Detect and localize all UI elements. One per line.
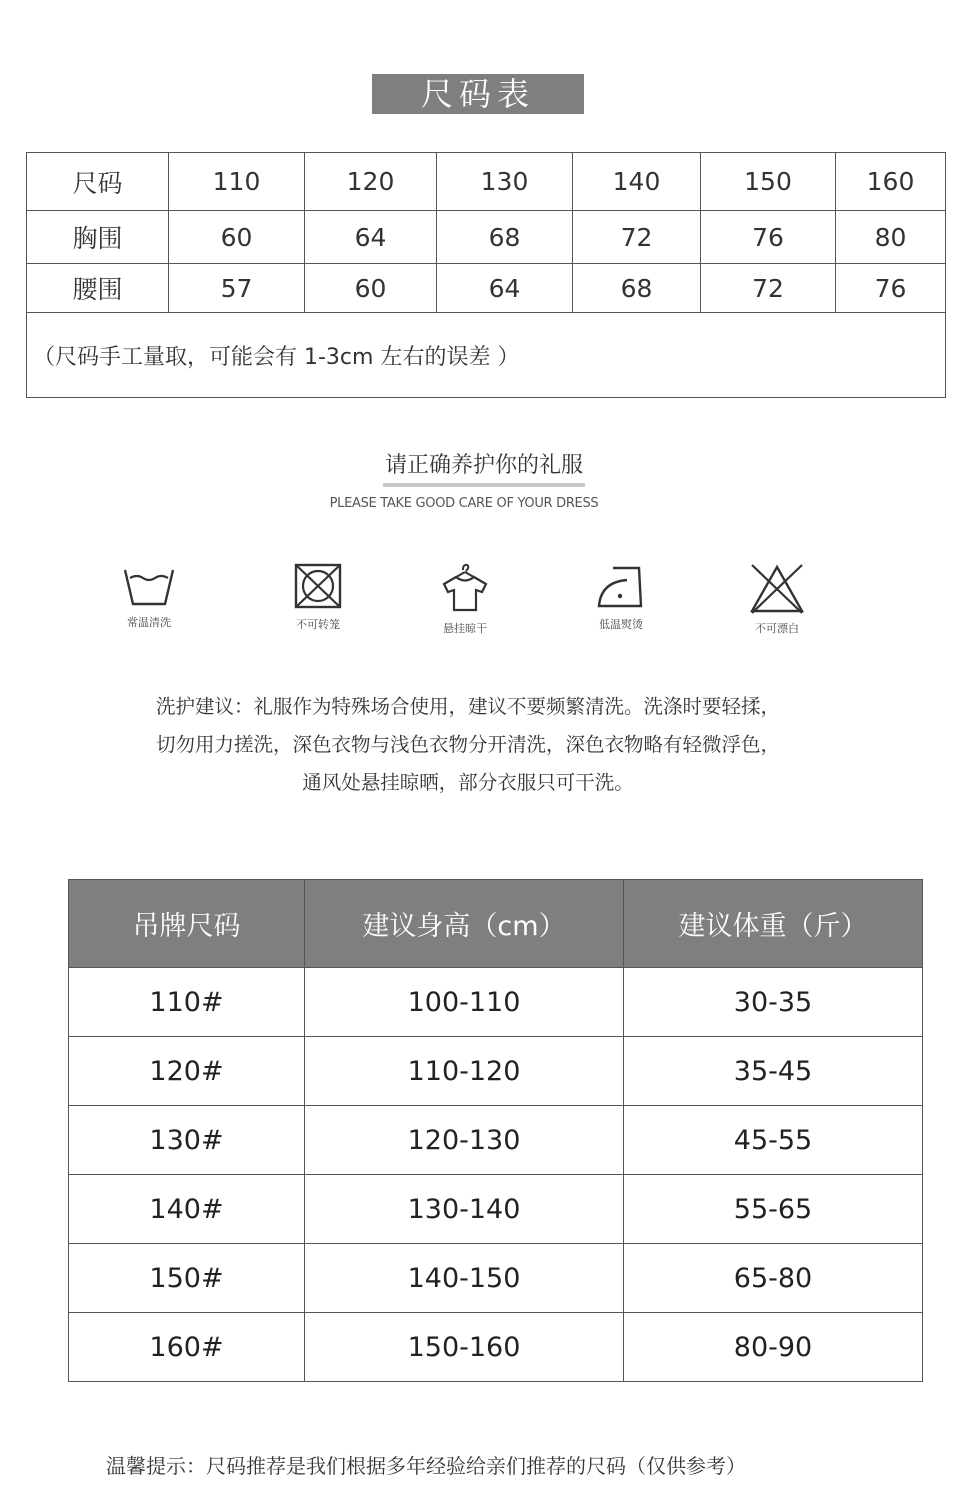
table-row bbox=[27, 153, 946, 211]
table-header-row bbox=[69, 880, 923, 968]
care-title bbox=[0, 448, 968, 487]
table-cell: 110# bbox=[69, 968, 305, 1037]
table-row bbox=[27, 313, 946, 398]
care-label: 低温熨烫 bbox=[599, 618, 643, 631]
table-cell: 76 bbox=[836, 264, 946, 313]
table-row bbox=[69, 1244, 923, 1313]
table-cell: 120 bbox=[305, 153, 437, 211]
table-cell: 120# bbox=[69, 1037, 305, 1106]
height-weight-table bbox=[68, 879, 923, 1382]
size-chart-title: 尺码表 bbox=[372, 74, 584, 114]
no-tumble-dry-icon bbox=[293, 562, 343, 610]
table-cell: 130 bbox=[437, 153, 573, 211]
table-cell: 72 bbox=[573, 211, 701, 264]
table-cell: 80-90 bbox=[624, 1313, 923, 1382]
table-cell: 35-45 bbox=[624, 1037, 923, 1106]
table-cell: 腰围 bbox=[27, 264, 169, 313]
table-cell: 64 bbox=[437, 264, 573, 313]
table-cell: 68 bbox=[573, 264, 701, 313]
table-cell: 150# bbox=[69, 1244, 305, 1313]
advice-line: 通风处悬挂晾晒，部分衣服只可干洗。 bbox=[302, 771, 634, 794]
care-label: 常温清洗 bbox=[127, 616, 171, 629]
measurement-note: （尺码手工量取，可能会有 1-3cm 左右的误差 ） bbox=[27, 313, 946, 398]
table-cell: 110 bbox=[169, 153, 305, 211]
low-iron-icon bbox=[593, 562, 649, 610]
table-cell: 140-150 bbox=[305, 1244, 624, 1313]
hang-dry-icon bbox=[436, 562, 494, 614]
table-cell: 45-55 bbox=[624, 1106, 923, 1175]
table-row bbox=[69, 1037, 923, 1106]
size-table bbox=[26, 152, 946, 398]
wash-basin-icon bbox=[121, 562, 177, 608]
table-header-cell: 建议身高（cm） bbox=[305, 880, 624, 968]
table-header-cell: 建议体重（斤） bbox=[624, 880, 923, 968]
table-cell: 60 bbox=[305, 264, 437, 313]
care-label: 不可漂白 bbox=[755, 622, 799, 635]
care-item bbox=[566, 562, 676, 632]
table-cell: 130# bbox=[69, 1106, 305, 1175]
care-label: 不可转笼 bbox=[296, 618, 340, 631]
warm-tips: 温馨提示：尺码推荐是我们根据多年经验给亲们推荐的尺码（仅供参考） bbox=[106, 1454, 746, 1478]
table-cell: 30-35 bbox=[624, 968, 923, 1037]
table-cell: 110-120 bbox=[305, 1037, 624, 1106]
table-cell: 胸围 bbox=[27, 211, 169, 264]
care-label: 悬挂晾干 bbox=[443, 622, 487, 635]
table-row bbox=[27, 211, 946, 264]
table-row bbox=[69, 1106, 923, 1175]
table-cell: 57 bbox=[169, 264, 305, 313]
table-cell: 140 bbox=[573, 153, 701, 211]
table-cell: 64 bbox=[305, 211, 437, 264]
table-cell: 60 bbox=[169, 211, 305, 264]
table-cell: 150-160 bbox=[305, 1313, 624, 1382]
table-cell: 100-110 bbox=[305, 968, 624, 1037]
care-item bbox=[722, 562, 832, 636]
care-advice bbox=[0, 688, 936, 802]
table-cell: 160# bbox=[69, 1313, 305, 1382]
table-cell: 140# bbox=[69, 1175, 305, 1244]
no-bleach-icon bbox=[748, 562, 806, 614]
table-cell: 120-130 bbox=[305, 1106, 624, 1175]
table-cell: 130-140 bbox=[305, 1175, 624, 1244]
table-row bbox=[69, 1175, 923, 1244]
table-row bbox=[69, 968, 923, 1037]
table-row bbox=[27, 264, 946, 313]
care-subtitle: PLEASE TAKE GOOD CARE OF YOUR DRESS bbox=[329, 496, 599, 511]
care-item bbox=[410, 562, 520, 636]
care-item bbox=[94, 562, 204, 630]
table-cell: 160 bbox=[836, 153, 946, 211]
table-cell: 150 bbox=[701, 153, 836, 211]
advice-line: 洗护建议：礼服作为特殊场合使用，建议不要频繁清洗。洗涤时要轻揉， bbox=[155, 695, 780, 718]
table-row bbox=[69, 1313, 923, 1382]
table-cell: 55-65 bbox=[624, 1175, 923, 1244]
table-cell: 72 bbox=[701, 264, 836, 313]
table-cell: 68 bbox=[437, 211, 573, 264]
care-title-text: 请正确养护你的礼服 bbox=[383, 448, 585, 487]
care-item bbox=[263, 562, 373, 632]
table-cell: 80 bbox=[836, 211, 946, 264]
table-cell: 76 bbox=[701, 211, 836, 264]
table-cell: 尺码 bbox=[27, 153, 169, 211]
advice-line: 切勿用力搓洗，深色衣物与浅色衣物分开清洗，深色衣物略有轻微浮色， bbox=[155, 733, 780, 756]
table-cell: 65-80 bbox=[624, 1244, 923, 1313]
table-header-cell: 吊牌尺码 bbox=[69, 880, 305, 968]
